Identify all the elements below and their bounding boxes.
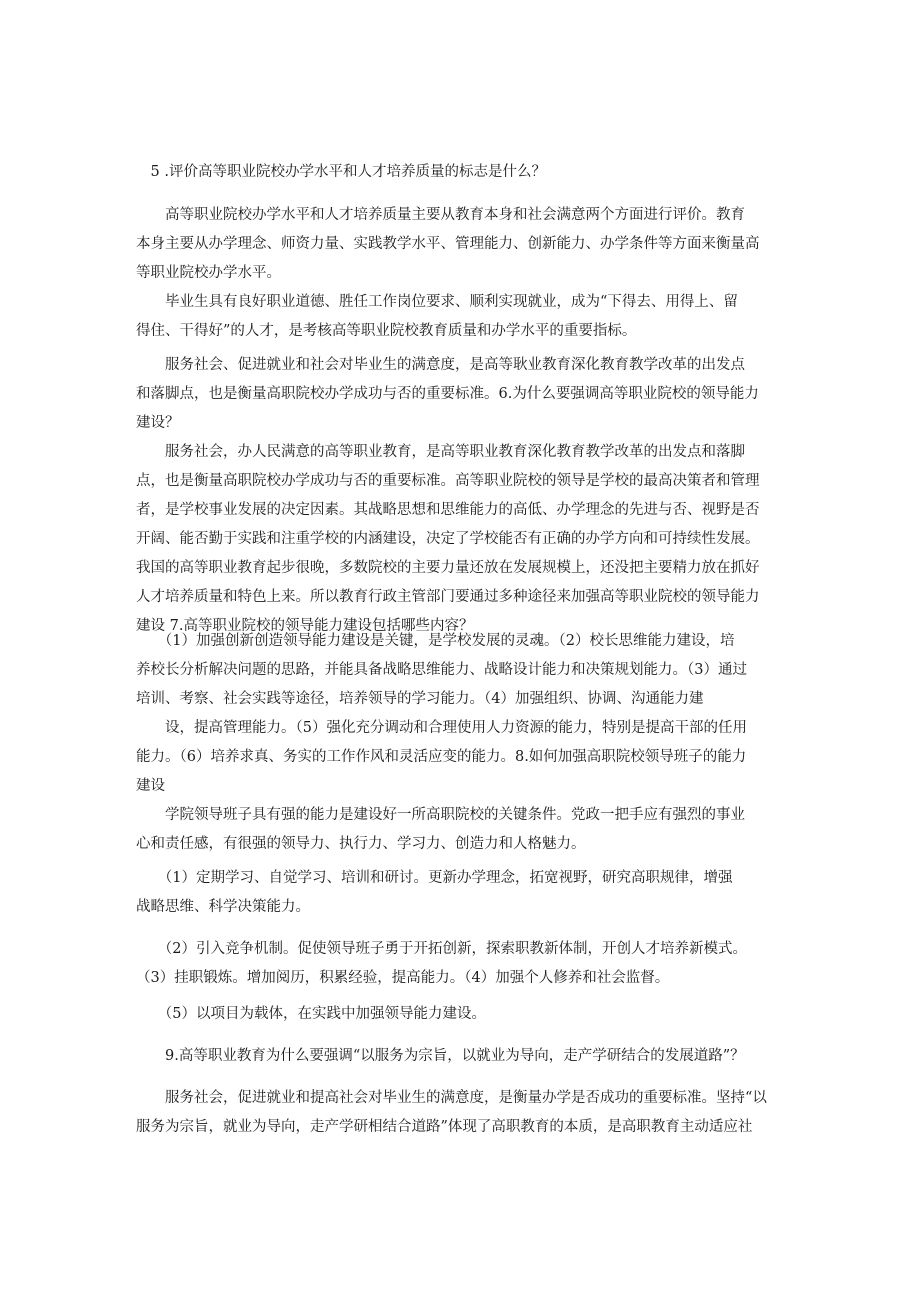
paragraph-q7-content-continued — [136, 714, 804, 801]
paragraph-q7-content-list — [136, 627, 804, 714]
text-line: 设，提高管理能力。（5）强化充分调动和合理使用人力资源的能力，特别是提高干部的任用 — [136, 720, 747, 736]
paragraph-q8-item-5 — [136, 1000, 804, 1029]
text-line: 服务社会，促进就业和提高社会对毕业生的满意度，是衡量办学是否成功的重要标准。坚持“以 — [136, 1090, 767, 1106]
text-line: 建设？ — [136, 415, 180, 431]
text-line: 9.高等职业教育为什么要强调“以服务为宗旨，以就业为导向，走产学研结合的发展道路”？ — [136, 1048, 745, 1064]
paragraph-q8-team — [136, 801, 804, 859]
text-line: 开阔、能否勤于实践和注重学校的内涵建设，决定了学校能否有正确的办学方向和可持续性发展。 — [136, 531, 760, 547]
text-line: （2）引入竞争机制。促使领导班子勇于开拓创新，探索职教新体制，开创人才培养新模式。 — [136, 941, 747, 957]
text-line: 学院领导班子具有强的能力是建设好一所高职院校的关键条件。党政一把手应有强烈的事业 — [136, 807, 745, 823]
paragraph-q8-item-1 — [136, 864, 804, 922]
text-line: 人才培养质量和特色上来。所以教育行政主管部门要通过多种途径来加强高等职业院校的领导能力 — [136, 589, 760, 605]
text-line: 本身主要从办学理念、师资力量、实践教学水平、管理能力、创新能力、办学条件等方面来衡量高 — [136, 236, 760, 252]
text-line: 服务社会，办人民满意的高等职业教育，是高等职业教育深化教育教学改革的出发点和落脚 — [136, 444, 745, 460]
text-line: 得住、干得好”的人才，是考核高等职业院校教育质量和办学水平的重要指标。 — [136, 323, 637, 339]
text-line: 建设 7.高等职业院校的领导能力建设包括哪些内容？ — [136, 618, 474, 634]
text-line: （1）定期学习、自觉学习、培训和研讨。更新办学理念，拓宽视野，研究高职规律，增强 — [136, 870, 733, 886]
text-line: （1）加强创新创造领导能力建设是关键，是学校发展的灵魂。（2）校长思维能力建设，培 — [136, 633, 735, 649]
text-line: 者，是学校事业发展的决定因素。其战略思想和思维能力的高低、办学理念的先进与否、视野是否 — [136, 502, 760, 518]
paragraph-q5-evaluation — [136, 201, 804, 288]
text-line: 服务为宗旨，就业为导向，走产学研相结合道路”体现了高职教育的本质，是高职教育主动适应社 — [136, 1119, 753, 1135]
text-line: 等职业院校办学水平。 — [136, 265, 281, 281]
text-line: 心和责任感，有很强的领导力、执行力、学习力、创造力和人格魅力。 — [136, 836, 586, 852]
text-line: 5 .评价高等职业院校办学水平和人才培养质量的标志是什么？ — [136, 164, 546, 180]
text-line: 高等职业院校办学水平和人才培养质量主要从教育本身和社会满意两个方面进行评价。教育 — [136, 207, 745, 223]
text-line: 毕业生具有良好职业道德、胜任工作岗位要求、顺利实现就业，成为“下得去、用得上、留 — [136, 294, 738, 310]
text-line: 养校长分析解决问题的思路，并能具备战略思维能力、战略设计能力和决策规划能力。（3）通过 — [136, 662, 747, 678]
paragraph-q6-leadership — [136, 438, 804, 641]
text-line: 建设 — [136, 778, 165, 794]
text-line: 服务社会、促进就业和社会对毕业生的满意度，是高等耿业教育深化教育教学改革的出发点 — [136, 357, 745, 373]
paragraph-q5-service — [136, 351, 804, 438]
text-line: 点，也是衡量高职院校办学成功与否的重要标准。高等职业院校的领导是学校的最高决策者和管理 — [136, 473, 760, 489]
text-line: （3）挂职锻炼。增加阅历，积累经验，提高能力。（4）加强个人修养和社会监督。 — [136, 970, 670, 986]
text-line: 和落脚点，也是衡量高职院校办学成功与否的重要标准。6.为什么要强调高等职业院校的领导能力 — [136, 386, 759, 402]
text-line: 能力。（6）培养求真、务实的工作作风和灵活应变的能力。8.如何加强高职院校领导班子的能力 — [136, 749, 747, 765]
text-line: （5）以项目为载体，在实践中加强领导能力建设。 — [136, 1006, 486, 1022]
paragraph-q8-items-2-4 — [136, 935, 804, 993]
paragraph-q5-graduates — [136, 288, 804, 346]
text-line: 我国的高等职业教育起步很晚，多数院校的主要力量还放在发展规模上，还没把主要精力放在抓好 — [136, 560, 760, 576]
paragraph-q9-answer — [136, 1084, 804, 1142]
text-line: 战略思维、科学决策能力。 — [136, 899, 310, 915]
text-line: 培训、考察、社会实践等途径，培养领导的学习能力。（4）加强组织、协调、沟通能力建 — [136, 691, 704, 707]
question-9-heading — [136, 1042, 804, 1071]
question-5-heading — [136, 158, 804, 187]
